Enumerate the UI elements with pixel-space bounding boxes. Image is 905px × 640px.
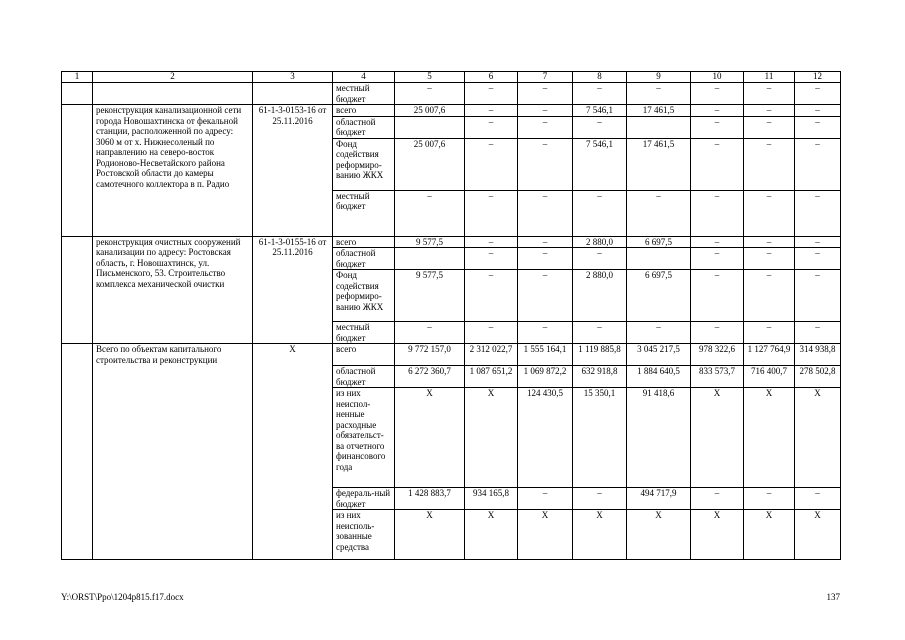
value-cell: 314 938,8 [795, 344, 841, 366]
object-name-cell: реконструкция канализационной сети города Новошахтинска от фекальной станции, расположенной по адресу: 3060 м от х. Нижнесоленый по направлению на северо-восток Родионово-Несветайского района Ростовской области до камеры самотечного коллектора в п. Радио [93, 105, 253, 237]
header-cell: 7 [518, 72, 573, 83]
value-cell: 833 573,7 [691, 366, 744, 388]
value-cell: 9 772 157,0 [395, 344, 465, 366]
value-cell: 1 087 651,2 [465, 366, 518, 388]
code-cell: 61-1-3-0155-16 от 25.11.2016 [253, 236, 333, 344]
value-cell: – [795, 236, 841, 248]
value-cell: 124 430,5 [518, 388, 573, 488]
value-cell: 17 461,5 [627, 105, 691, 117]
value-cell: 25 007,6 [395, 138, 465, 190]
table-row [62, 236, 841, 248]
value-cell: – [465, 322, 518, 344]
value-cell: X [795, 510, 841, 560]
value-cell: 7 546,1 [573, 105, 627, 117]
value-cell: – [744, 270, 795, 322]
value-cell: – [395, 83, 465, 105]
value-cell: 1 119 885,8 [573, 344, 627, 366]
value-cell: 9 577,5 [395, 270, 465, 322]
value-cell: – [691, 236, 744, 248]
value-cell: – [744, 488, 795, 510]
source-cell: областной бюджет [333, 248, 395, 270]
value-cell: 17 461,5 [627, 138, 691, 190]
number-cell [62, 344, 93, 560]
value-cell: – [518, 83, 573, 105]
header-cell: 3 [253, 72, 333, 83]
value-cell: – [744, 83, 795, 105]
value-cell: 1 555 164,1 [518, 344, 573, 366]
value-cell: X [795, 388, 841, 488]
value-cell: 2 880,0 [573, 270, 627, 322]
value-cell: – [744, 322, 795, 344]
value-cell: 2 312 022,7 [465, 344, 518, 366]
value-cell: 3 045 217,5 [627, 344, 691, 366]
value-cell: – [573, 322, 627, 344]
value-cell: 1 884 640,5 [627, 366, 691, 388]
object-name-cell: реконструкция очистных сооружений канализации по адресу: Ростовская область, г. Новошахтинск, ул. Письменского, 53. Строительство комплекса механической очистки [93, 236, 253, 344]
number-cell [62, 236, 93, 344]
table-row [62, 105, 841, 117]
value-cell: X [465, 388, 518, 488]
value-cell: – [465, 138, 518, 190]
value-cell: – [573, 190, 627, 236]
value-cell: X [744, 388, 795, 488]
value-cell: – [518, 190, 573, 236]
value-cell: X [691, 510, 744, 560]
page-number: 137 [826, 592, 840, 602]
value-cell: – [518, 270, 573, 322]
value-cell: – [691, 488, 744, 510]
source-cell: из них неисполь-зованные средства [333, 510, 395, 560]
value-cell: 1 428 883,7 [395, 488, 465, 510]
header-cell: 6 [465, 72, 518, 83]
header-cell: 1 [62, 72, 93, 83]
value-cell: – [795, 138, 841, 190]
value-cell: X [395, 510, 465, 560]
source-cell: всего [333, 236, 395, 248]
number-cell [62, 83, 93, 105]
code-cell: X [253, 344, 333, 560]
value-cell: – [627, 322, 691, 344]
source-cell: местный бюджет [333, 83, 395, 105]
value-cell: 278 502,8 [795, 366, 841, 388]
code-cell [253, 83, 333, 105]
source-cell: из них неиспол-ненные расходные обязательст-ва отчетного финансового года [333, 388, 395, 488]
source-cell: областной бюджет [333, 366, 395, 388]
value-cell: – [744, 190, 795, 236]
table-header-row [62, 72, 841, 83]
header-cell: 8 [573, 72, 627, 83]
value-cell: 2 880,0 [573, 236, 627, 248]
code-cell: 61-1-3-0153-16 от 25.11.2016 [253, 105, 333, 237]
source-cell: местный бюджет [333, 190, 395, 236]
header-cell: 4 [333, 72, 395, 83]
value-cell: – [465, 270, 518, 322]
value-cell: X [395, 388, 465, 488]
value-cell: 1 127 764,9 [744, 344, 795, 366]
value-cell: X [573, 510, 627, 560]
source-cell: всего [333, 105, 395, 117]
value-cell: 6 272 360,7 [395, 366, 465, 388]
value-cell: – [691, 83, 744, 105]
value-cell: 494 717,9 [627, 488, 691, 510]
value-cell: – [518, 248, 573, 270]
value-cell: – [518, 488, 573, 510]
value-cell: 91 418,6 [627, 388, 691, 488]
value-cell: – [795, 83, 841, 105]
value-cell: 25 007,6 [395, 105, 465, 117]
value-cell: – [795, 322, 841, 344]
value-cell: 7 546,1 [573, 138, 627, 190]
number-cell [62, 105, 93, 237]
value-cell: – [691, 138, 744, 190]
value-cell: – [573, 83, 627, 105]
value-cell: – [691, 116, 744, 138]
value-cell: X [627, 510, 691, 560]
table-row [62, 83, 841, 105]
value-cell: – [795, 116, 841, 138]
value-cell: – [795, 488, 841, 510]
header-cell: 2 [93, 72, 253, 83]
value-cell: – [691, 322, 744, 344]
value-cell: X [518, 510, 573, 560]
source-cell: федераль-ный бюджет [333, 488, 395, 510]
value-cell: – [744, 248, 795, 270]
value-cell: 6 697,5 [627, 236, 691, 248]
value-cell: – [465, 248, 518, 270]
value-cell: – [691, 270, 744, 322]
value-cell: – [744, 138, 795, 190]
value-cell: 632 918,8 [573, 366, 627, 388]
table-row [62, 344, 841, 366]
value-cell: – [795, 270, 841, 322]
source-cell: Фонд содействия реформиро-ванию ЖКХ [333, 270, 395, 322]
value-cell: – [691, 190, 744, 236]
value-cell: 978 322,6 [691, 344, 744, 366]
value-cell: – [691, 105, 744, 117]
header-cell: 12 [795, 72, 841, 83]
source-cell: всего [333, 344, 395, 366]
value-cell: – [465, 190, 518, 236]
object-name-cell: Всего по объектам капитального строительства и реконструкции [93, 344, 253, 560]
value-cell: – [795, 105, 841, 117]
value-cell: 1 069 872,2 [518, 366, 573, 388]
value-cell: – [627, 83, 691, 105]
header-cell: 5 [395, 72, 465, 83]
value-cell: – [518, 236, 573, 248]
value-cell: – [518, 322, 573, 344]
value-cell: – [744, 236, 795, 248]
value-cell: – [465, 83, 518, 105]
value-cell: – [691, 248, 744, 270]
value-cell: – [518, 105, 573, 117]
value-cell: – [573, 116, 627, 138]
document-path: Y:\ORST\Ppo\1204p815.f17.docx [61, 592, 184, 602]
value-cell: – [744, 116, 795, 138]
source-cell: местный бюджет [333, 322, 395, 344]
value-cell: X [691, 388, 744, 488]
budget-table [61, 71, 841, 560]
value-cell [395, 116, 465, 138]
value-cell: – [573, 248, 627, 270]
object-name-cell [93, 83, 253, 105]
value-cell: – [395, 322, 465, 344]
source-cell: Фонд содействия реформиро-ванию ЖКХ [333, 138, 395, 190]
value-cell: – [395, 190, 465, 236]
value-cell: – [518, 116, 573, 138]
value-cell: – [465, 116, 518, 138]
source-cell: областной бюджет [333, 116, 395, 138]
value-cell: X [744, 510, 795, 560]
value-cell: – [795, 190, 841, 236]
value-cell [627, 248, 691, 270]
value-cell: – [465, 105, 518, 117]
value-cell: 6 697,5 [627, 270, 691, 322]
value-cell [395, 248, 465, 270]
header-cell: 11 [744, 72, 795, 83]
value-cell: – [465, 236, 518, 248]
value-cell: – [518, 138, 573, 190]
value-cell: – [795, 248, 841, 270]
value-cell: 716 400,7 [744, 366, 795, 388]
value-cell: 934 165,8 [465, 488, 518, 510]
header-cell: 9 [627, 72, 691, 83]
value-cell: – [744, 105, 795, 117]
value-cell: X [465, 510, 518, 560]
value-cell [627, 116, 691, 138]
value-cell: 15 350,1 [573, 388, 627, 488]
header-cell: 10 [691, 72, 744, 83]
value-cell: – [573, 488, 627, 510]
value-cell: 9 577,5 [395, 236, 465, 248]
value-cell: – [627, 190, 691, 236]
